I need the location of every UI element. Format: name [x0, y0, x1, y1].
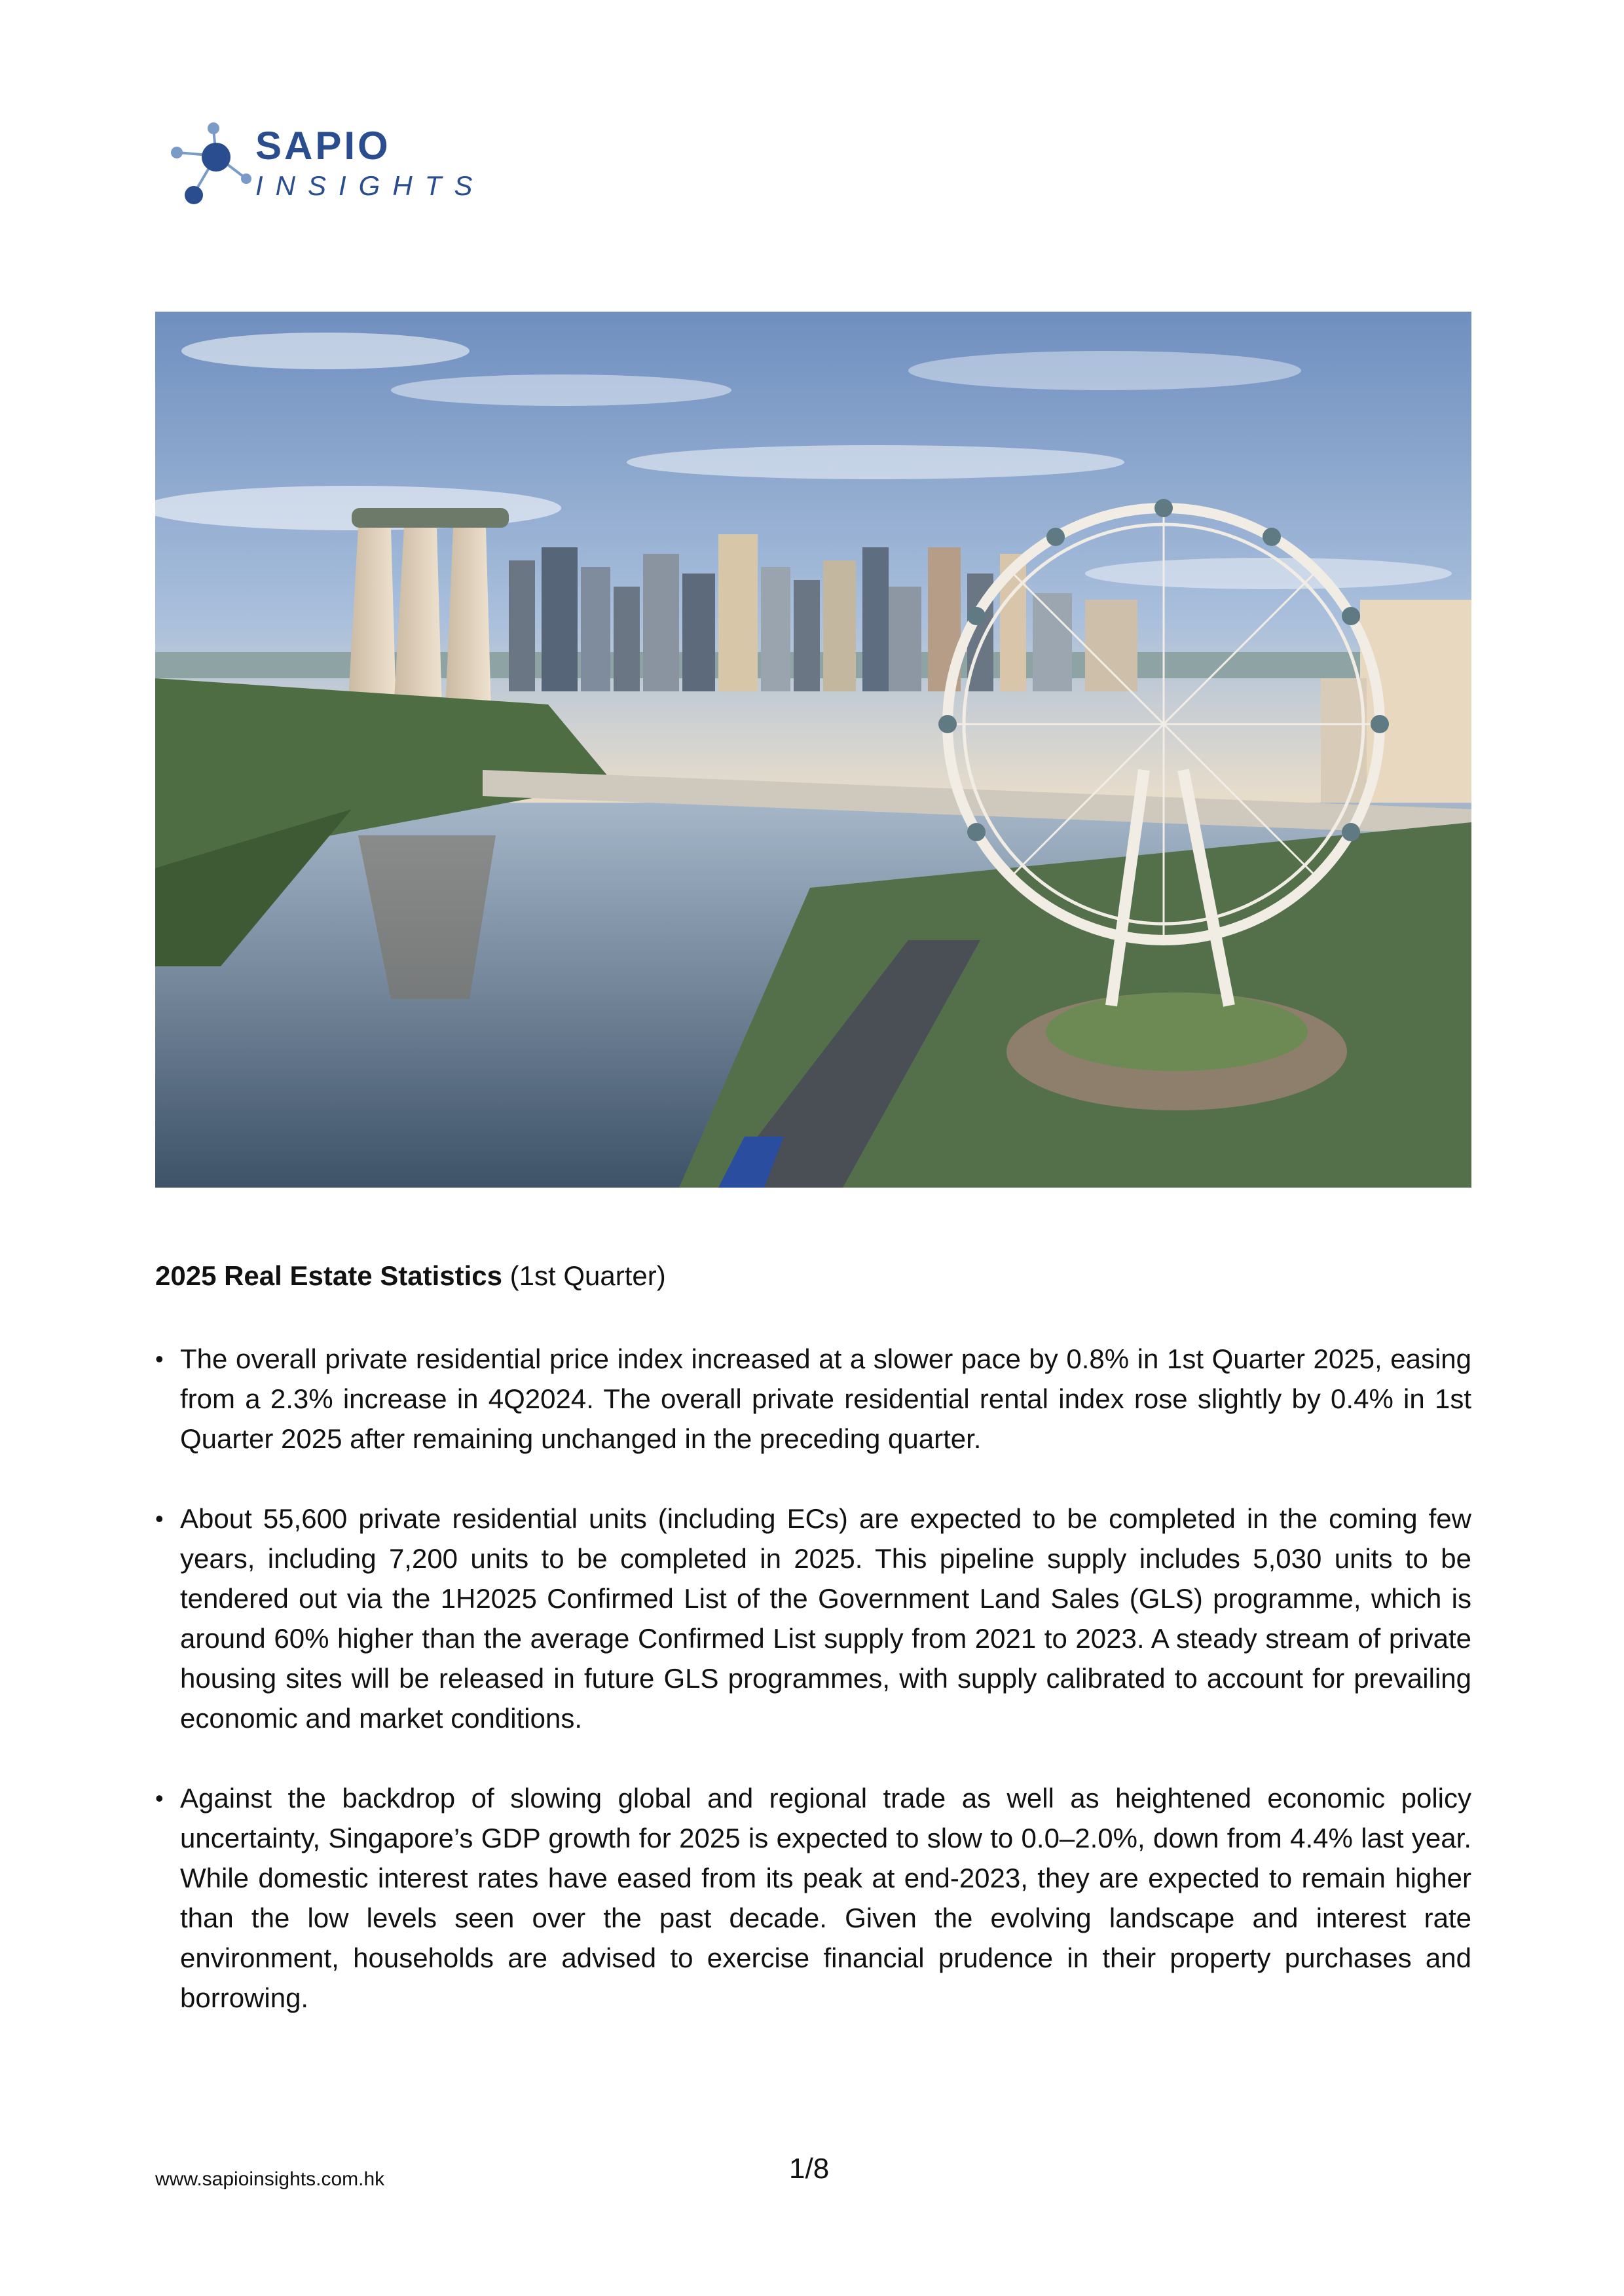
page-number: 1/8	[789, 2153, 830, 2185]
heading-bold: 2025 Real Estate Statistics	[155, 1260, 502, 1291]
section-heading	[155, 1260, 666, 1292]
company-logo	[169, 117, 509, 215]
bullet-text: The overall private residential price index increased at a slower pace by 0.8% in 1st Quarter 2025, easing from a 2.3% increase in 4Q2024. The overall private residential rental index rose slightly by 0.4% in 1st Quarter 2025 after remaining unchanged in the preceding quarter.	[180, 1343, 1471, 1454]
logo-brand-text: SAPIO	[255, 124, 391, 168]
bullet-list	[155, 1339, 1471, 2058]
footer-url-link[interactable]: www.sapioinsights.com.hk	[155, 2168, 385, 2190]
heading-rest: (1st Quarter)	[502, 1260, 666, 1291]
bullet-icon: •	[155, 1785, 164, 1812]
hero-image	[155, 312, 1471, 1188]
list-item	[155, 1778, 1471, 2018]
list-item	[155, 1499, 1471, 1738]
molecule-logo-icon	[169, 117, 254, 208]
list-item	[155, 1339, 1471, 1459]
singapore-skyline-photo-icon	[155, 312, 1471, 1188]
bullet-text: Against the backdrop of slowing global and regional trade as well as heightened economic policy uncertainty, Singapore’s GDP growth for 2025 is expected to slow to 0.0–2.0%, down from 4.4% last year. While domestic interest rates have eased from its peak at end-2023, they are expected to remain higher than the low levels seen over the past decade. Given the evolving landscape and interest rate environment, households are advised to exercise financial prudence in their property purchases and borrowing.	[180, 1783, 1471, 2013]
bullet-icon: •	[155, 1505, 164, 1532]
bullet-text: About 55,600 private residential units (including ECs) are expected to be completed in the coming few years, including 7,200 units to be completed in 2025. This pipeline supply includes 5,030 units to be tendered out via the 1H2025 Confirmed List of the Government Land Sales (GLS) programme, which is around 60% higher than the average Confirmed List supply from 2021 to 2023. A steady stream of private housing sites will be released in future GLS programmes, with supply calibrated to account for prevailing economic and market conditions.	[180, 1503, 1471, 1734]
bullet-icon: •	[155, 1345, 164, 1372]
logo-sub-text: INSIGHTS	[255, 170, 485, 201]
